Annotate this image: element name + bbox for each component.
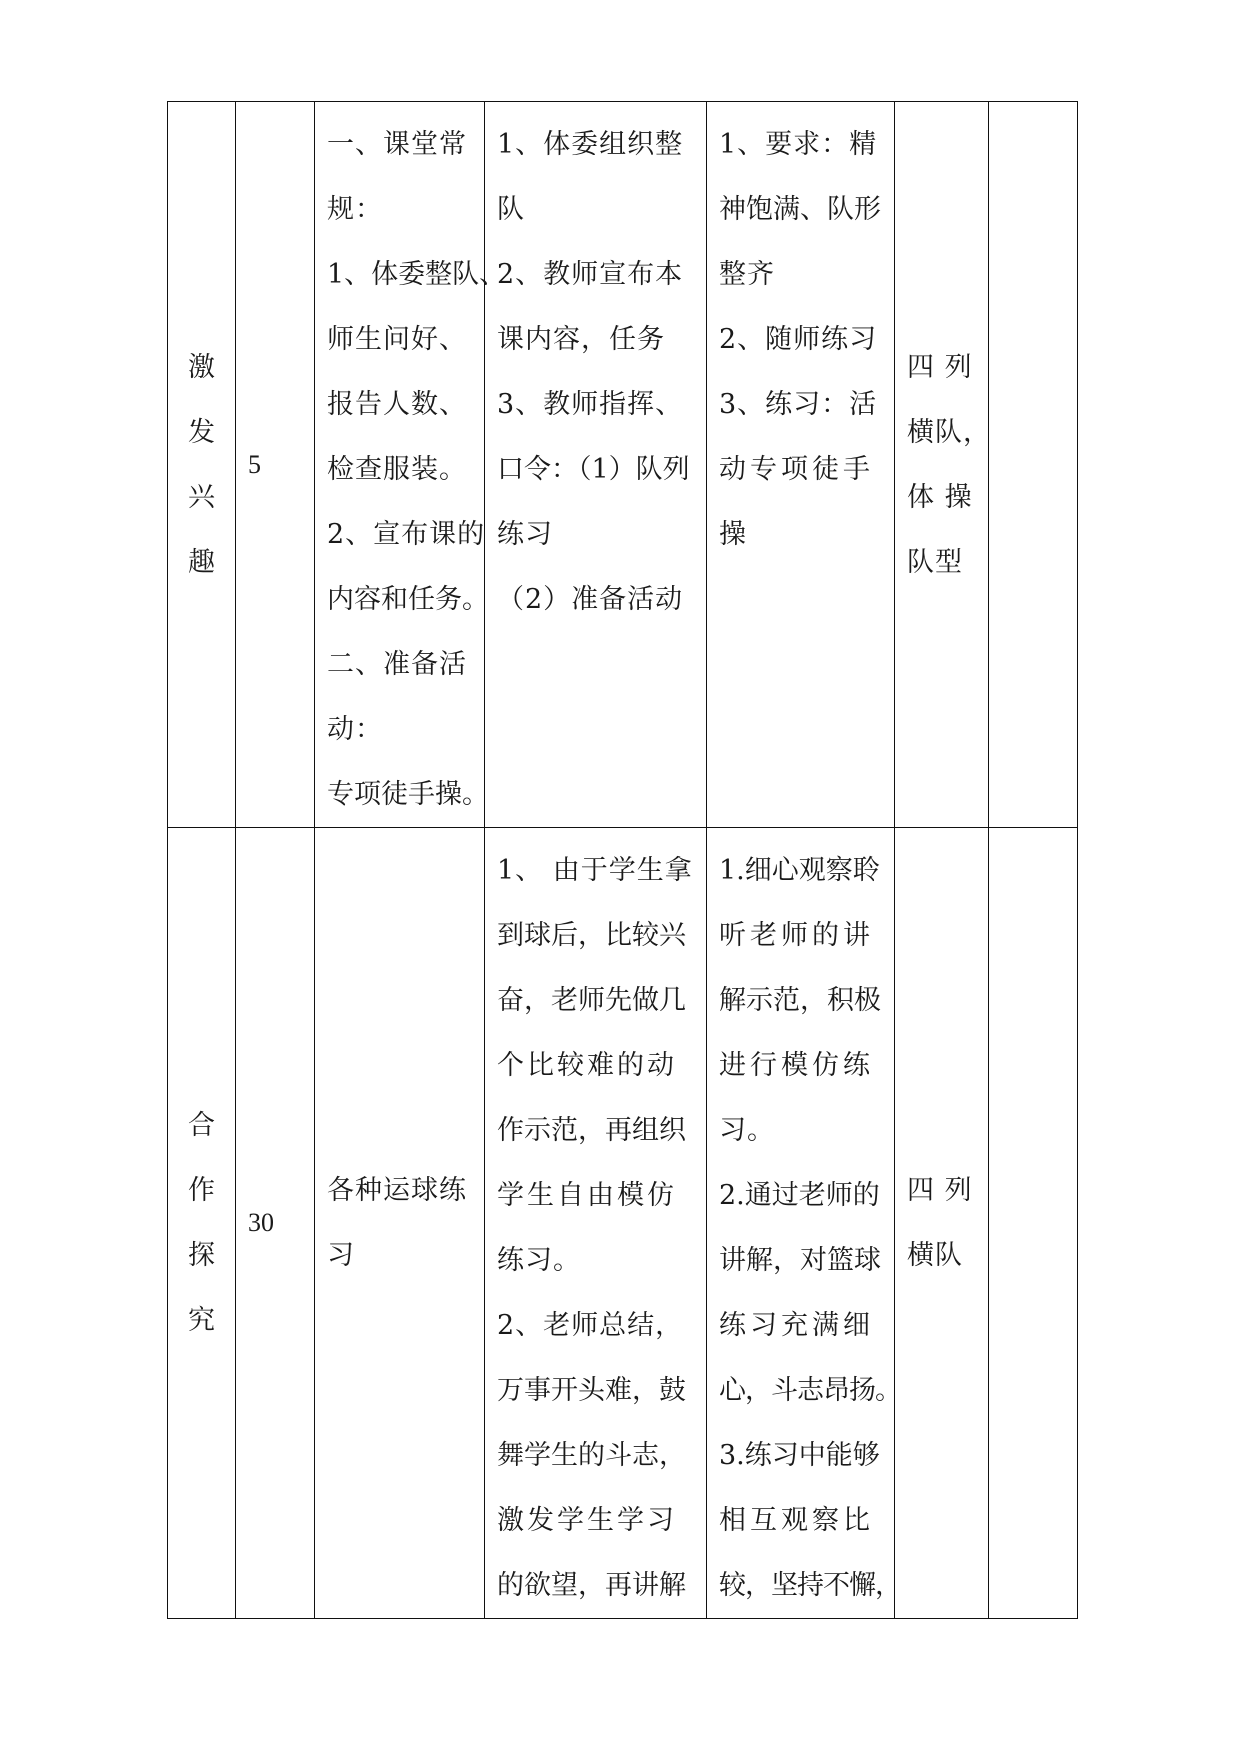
stage-name: 激 发 兴 趣 xyxy=(188,351,215,578)
formation-cell xyxy=(895,828,989,1619)
notes-text xyxy=(989,828,1077,838)
time-cell xyxy=(236,102,315,828)
student-activity-text: 1.细心观察聆 听老师的讲 解示范，积极 进行模仿练 习。 2.通过老师的 讲解，对篮球 练习充满细 心，斗志昂扬。 3.练习中能够 相互观察比 较，坚持不懈， xyxy=(719,855,901,1601)
student-activity-cell xyxy=(707,102,895,828)
teacher-activity-cell xyxy=(485,828,707,1619)
teacher-activity-text: 1、体委组织整 队 2、教师宣布本 课内容，任务 3、教师指挥、 口令：（1）队列 练习 （2）准备活动 xyxy=(497,129,690,615)
formation-text: 四 列 横队， 体 操 队型 xyxy=(907,351,991,578)
stage-cell xyxy=(168,828,236,1619)
notes-cell xyxy=(989,828,1078,1619)
formation-cell xyxy=(895,102,989,828)
formation-text: 四 列 横队 xyxy=(907,1175,973,1271)
time-value: 5 xyxy=(248,449,261,479)
table-row xyxy=(168,102,1078,828)
notes-text xyxy=(989,102,1077,112)
content-text: 一、课堂常 规： 1、体委整队、 师生问好、 报告人数、 检查服装。 2、宣布课的 内容和任务。 二、准备活 动： 专项徒手操。 xyxy=(327,129,507,810)
notes-cell xyxy=(989,102,1078,828)
student-activity-text: 1、要求：精 神饱满、队形 整齐 2、随师练习 3、练习：活 动专项徒手 操 xyxy=(719,129,881,550)
content-cell xyxy=(315,102,507,828)
student-activity-cell xyxy=(707,828,901,1619)
time-value: 30 xyxy=(248,1208,274,1237)
stage-name: 合 作 探 究 xyxy=(188,1110,215,1336)
lesson-plan-table xyxy=(167,101,1078,1619)
teacher-activity-cell xyxy=(485,102,707,828)
table-row xyxy=(168,828,1078,1619)
content-cell xyxy=(315,828,485,1619)
teacher-activity-text: 1、 由于学生拿 到球后，比较兴 奋，老师先做几 个比较难的动 作示范，再组织 学生自由模仿 练习。 2、老师总结， 万事开头难，鼓 舞学生的斗志， 激发学生学习 的欲望，再讲解 xyxy=(497,855,693,1601)
content-text: 各种运球练 习 xyxy=(327,1175,467,1271)
stage-cell xyxy=(168,102,236,828)
time-cell xyxy=(236,828,315,1619)
